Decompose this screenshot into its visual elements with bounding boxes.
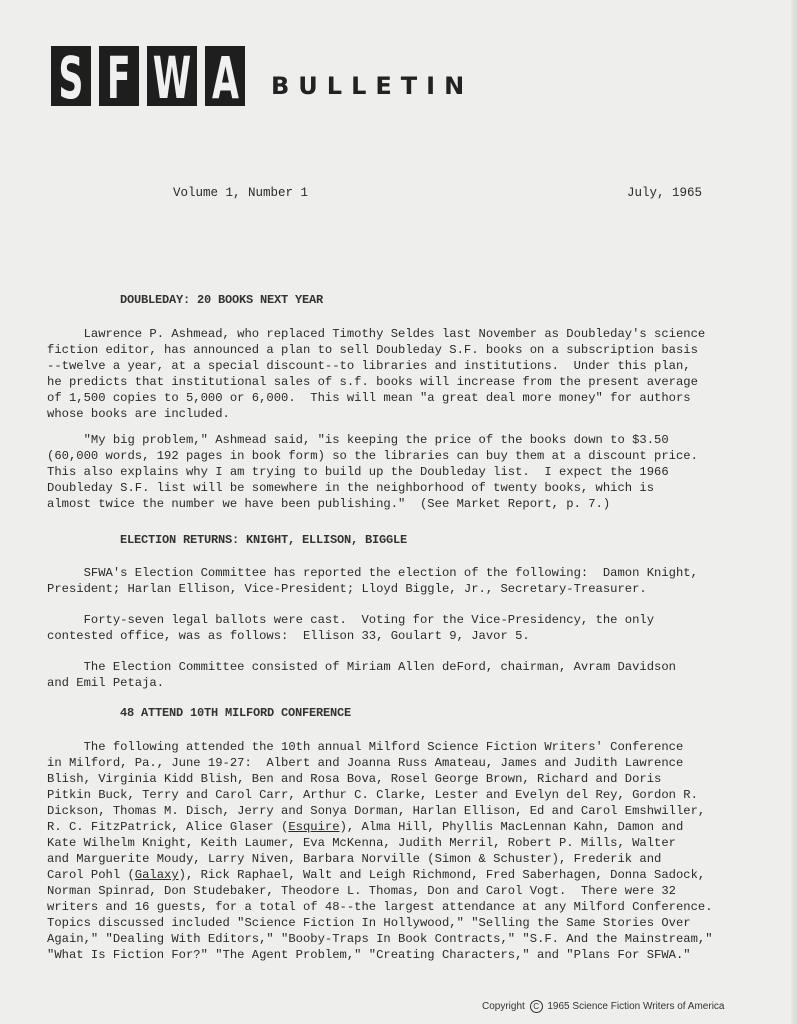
paragraph-election-2: Forty-seven legal ballots were cast. Voting for the Vice-Presidency, the only contested office, was as follows: Ellison 33, Goulart 9, Javor 5. <box>47 613 655 643</box>
logo-block-f: F <box>99 46 139 106</box>
publication-galaxy: Galaxy <box>134 868 179 882</box>
headline-election: ELECTION RETURNS: KNIGHT, ELLISON, BIGGLE <box>120 533 408 547</box>
logo-block-w: W <box>147 46 197 106</box>
copyright-symbol-icon: C <box>530 1000 543 1013</box>
paragraph-doubleday-2: "My big problem," Ashmead said, "is keeping the price of the books down to $3.50 (60,000 words, 192 pages in book form) so the libraries can buy them at a discount price. This also explains why I am trying to build up the Doubleday list. I expect the 1966 Doubleday S.F. list will be somewhere in the neighborhood of twenty books, which is almost twice the number we have been publishing." (See Market Report, p. 7.) <box>47 433 698 511</box>
publication-esquire: Esquire <box>288 820 340 834</box>
page-edge-shadow <box>791 0 797 1024</box>
sfwa-logo <box>51 46 245 106</box>
issue-date: July, 1965 <box>627 186 703 200</box>
paragraph-doubleday-1: Lawrence P. Ashmead, who replaced Timothy Seldes last November as Doubleday's science fiction editor, has announced a plan to sell Doubleday S.F. books on a subscription basis --twelve a year, at a special discount--to libraries and institutions. Under this plan, he predicts that institutional sales of s.f. books will increase from the present average of 1,500 copies to 5,000 or 6,000. This will mean "a great deal more money" for authors whose books are included. <box>47 327 706 421</box>
line-galaxy: Carol Pohl (Galaxy), Rick Raphael, Walt and Leigh Richmond, Fred Saberhagen, Donna Sadock, <box>47 868 706 882</box>
headline-doubleday: DOUBLEDAY: 20 BOOKS NEXT YEAR <box>120 293 324 307</box>
paragraph-milford: The following attended the 10th annual Milford Science Fiction Writers' Conference in Milford, Pa., June 19-27: Albert and Joanna Russ Amateau, James and Judith Lawrence Blish, Virginia Kidd Blish, Ben and Rosa Bova, Rosel George Brown, Richard and Doris Pitkin Buck, Terry and Carol Carr, Arthur C. Clarke, Lester and Evelyn del Rey, Gordon R. Dickson, Thomas M. Disch, Jerry and Sonya Dorman, Harlan Ellison, Ed and Carol Emshwiller, R. C. FitzPatrick, Alice Glaser (Esquire), Alma Hill, Phyllis MacLennan Kahn, Damon and Kate Wilhelm Knight, Keith Laumer, Eva McKenna, Judith Merril, Robert P. Mills, Walter and Marguerite Moudy, Larry Niven, Barbara Norville (Simon & Schuster), Frederik and Carol Pohl (Galaxy), Rick Raphael, Walt and Leigh Richmond, Fred Saberhagen, Donna Sadock, Norman Spinrad, Don Studebaker, Theodore L. Thomas, Don and Carol Vogt. There were 32 writers and 16 guests, for a total of 48--the largest attendance at any Milford Conference. Topics discussed included "Science Fiction In Hollywood," "Selling the Same Stories Over Again," "Dealing With Editors," "Booby-Traps In Book Contracts," "S.F. And the Mainstream," "What Is Fiction For?" "The Agent Problem," "Creating Characters," and "Plans For SFWA." <box>47 739 772 963</box>
copyright-notice: Copyright C 1965 Science Fiction Writers of America <box>482 1001 725 1012</box>
headline-milford: 48 ATTEND 10TH MILFORD CONFERENCE <box>120 706 352 720</box>
logo-block-s: S <box>51 46 91 106</box>
volume-number: Volume 1, Number 1 <box>173 186 309 200</box>
paragraph-election-3: The Election Committee consisted of Miriam Allen deFord, chairman, Avram Davidson and Emil Petaja. <box>47 660 676 690</box>
paragraph-election-1: SFWA's Election Committee has reported the election of the following: Damon Knight, President; Harlan Ellison, Vice-President; Lloyd Biggle, Jr., Secretary-Treasurer. <box>47 566 698 596</box>
masthead <box>51 46 245 106</box>
line-esquire: R. C. FitzPatrick, Alice Glaser (Esquire), Alma Hill, Phyllis MacLennan Kahn, Damon and <box>47 820 684 834</box>
bulletin-title: BULLETIN <box>271 72 474 100</box>
logo-block-a: A <box>205 46 245 106</box>
